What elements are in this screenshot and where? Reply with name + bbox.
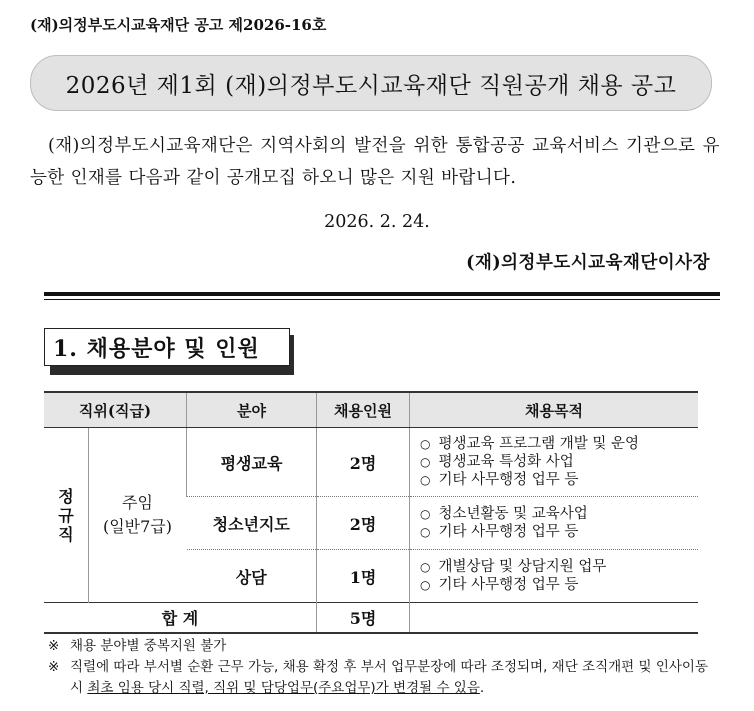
count-cell: 2명 bbox=[317, 497, 410, 550]
note-underlined: 최초 임용 당시 직렬, 직위 및 담당업무(주요업무)가 변경될 수 있음 bbox=[87, 680, 480, 696]
total-label: 합 계 bbox=[44, 603, 317, 634]
purpose-item: ○ 기타 사무행정 업무 등 bbox=[420, 472, 579, 488]
note-text: 직렬에 따라 부서별 순환 근무 가능, 채용 확정 후 부서 업무분장에 따라 조정되며, 재단 조직개편 및 인사이동시 최초 임용 당시 직렬, 직위 및 담당업무(주요업무)가 변경될 수 있음. bbox=[70, 659, 709, 696]
employment-type bbox=[45, 487, 87, 544]
employment-type-char: 규 bbox=[58, 505, 74, 525]
section-heading bbox=[44, 328, 290, 366]
header-field: 분야 bbox=[187, 392, 317, 428]
count-cell: 2명 bbox=[317, 428, 410, 497]
table-row bbox=[44, 428, 698, 497]
table-total-row bbox=[44, 603, 698, 634]
purpose-cell bbox=[410, 428, 699, 497]
purpose-cell bbox=[410, 550, 699, 603]
divider-thin bbox=[44, 299, 720, 300]
note-mark: ※ bbox=[48, 638, 60, 654]
note-item bbox=[48, 657, 708, 699]
count-cell: 1명 bbox=[317, 550, 410, 603]
employment-type-char: 직 bbox=[58, 524, 74, 544]
section-heading-box bbox=[44, 328, 290, 366]
table-header-row bbox=[44, 392, 698, 428]
rank-cell bbox=[89, 428, 187, 603]
section-heading-text: 1. 채용분야 및 인원 bbox=[53, 335, 260, 362]
purpose-item: ○ 개별상담 및 상담지원 업무 bbox=[420, 559, 607, 575]
announcement-date: 2026. 2. 24. bbox=[324, 212, 430, 232]
announcement-title bbox=[30, 55, 712, 111]
total-count: 5명 bbox=[317, 603, 410, 634]
rank-title: 주임 bbox=[122, 493, 153, 512]
recruitment-table bbox=[44, 391, 698, 634]
header-position: 직위(직급) bbox=[44, 392, 187, 428]
purpose-item: ○ 기타 사무행정 업무 등 bbox=[420, 577, 579, 593]
notice-number: (재)의정부도시교육재단 공고 제2026-16호 bbox=[30, 16, 327, 34]
divider-thick bbox=[44, 292, 720, 296]
note-item bbox=[48, 636, 708, 657]
field-cell: 청소년지도 bbox=[187, 497, 317, 550]
total-empty bbox=[410, 603, 699, 634]
rank-grade: (일반7급) bbox=[102, 517, 173, 536]
header-purpose: 채용목적 bbox=[410, 392, 699, 428]
employment-type-char: 정 bbox=[58, 486, 74, 506]
purpose-item: ○ 평생교육 프로그램 개발 및 운영 bbox=[420, 436, 640, 452]
note-mark: ※ bbox=[48, 659, 60, 675]
field-cell: 상담 bbox=[235, 567, 267, 587]
signer: (재)의정부도시교육재단이사장 bbox=[466, 253, 710, 273]
intro-paragraph: (재)의정부도시교육재단은 지역사회의 발전을 위한 통합공공 교육서비스 기관으로 유능한 인재를 다음과 같이 공개모집 하오니 많은 지원 바랍니다. bbox=[30, 136, 720, 188]
announcement-title-text: 2026년 제1회 (재)의정부도시교육재단 직원공개 채용 공고 bbox=[65, 72, 677, 99]
purpose-item: ○ 기타 사무행정 업무 등 bbox=[420, 524, 579, 540]
purpose-item: ○ 청소년활동 및 교육사업 bbox=[420, 506, 588, 522]
purpose-cell bbox=[410, 497, 699, 550]
notes bbox=[48, 636, 708, 699]
header-count: 채용인원 bbox=[317, 392, 410, 428]
note-text: 채용 분야별 중복지원 불가 bbox=[70, 638, 227, 654]
purpose-item: ○ 평생교육 특성화 사업 bbox=[420, 454, 574, 470]
employment-type-cell bbox=[44, 428, 89, 603]
field-cell: 평생교육 bbox=[187, 428, 317, 497]
